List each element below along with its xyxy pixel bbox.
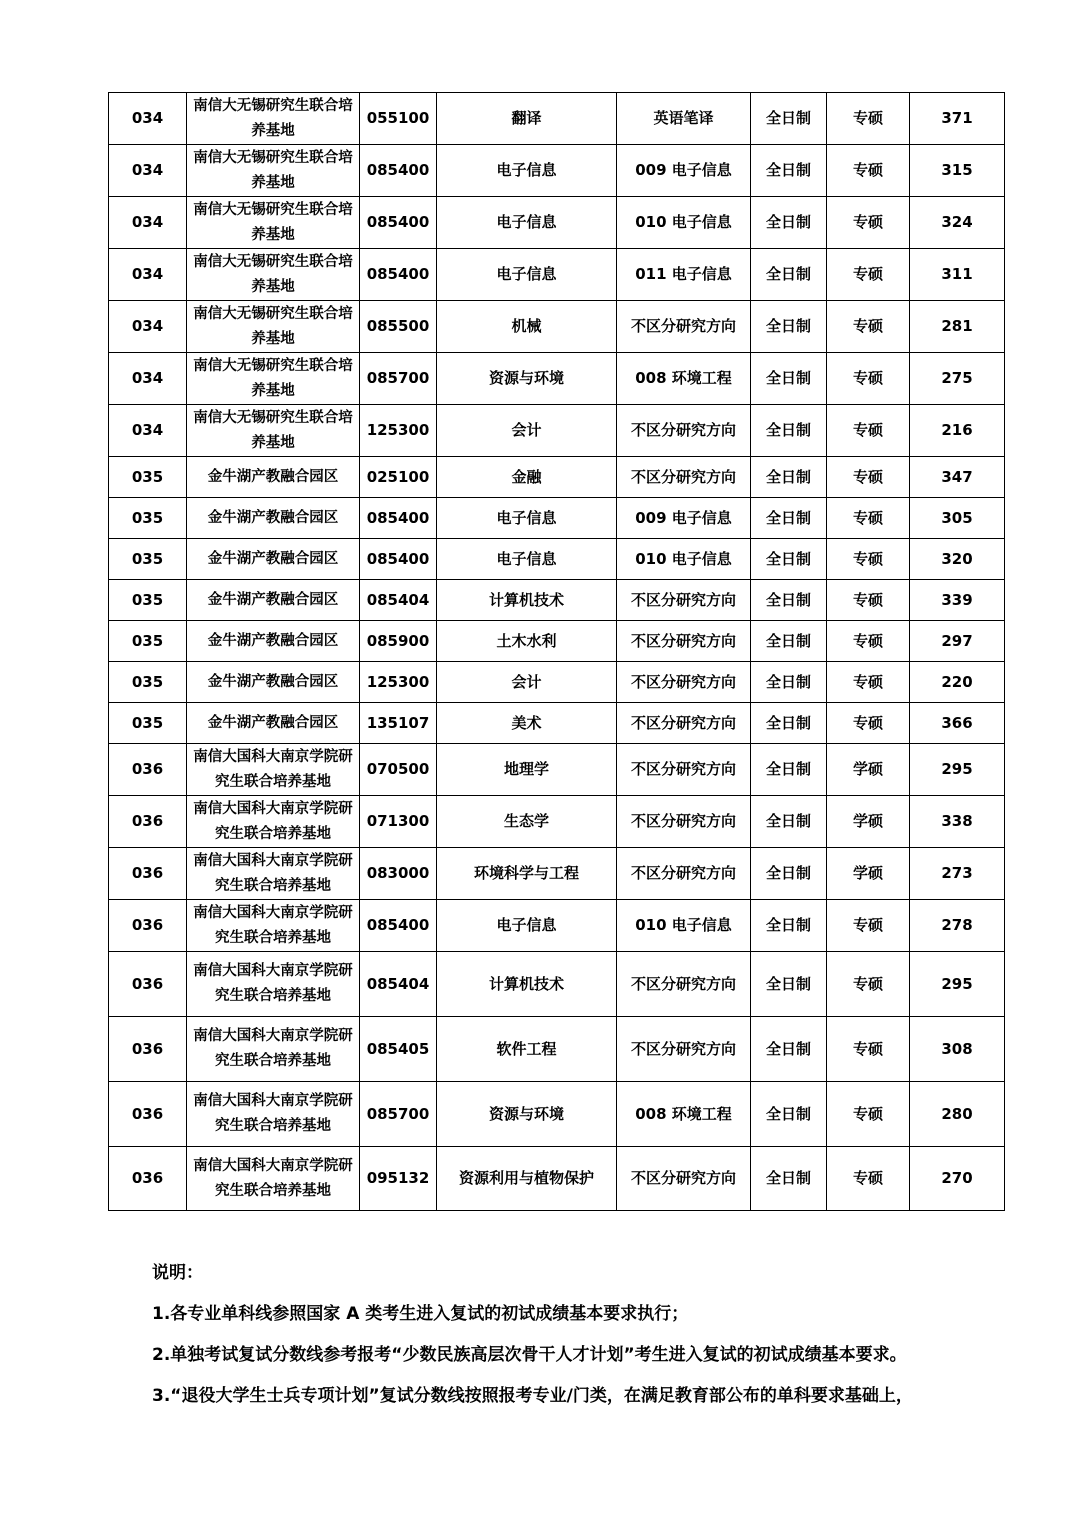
cell-code: 036 xyxy=(109,1017,187,1082)
cell-code: 036 xyxy=(109,900,187,952)
table-row xyxy=(109,662,1005,703)
cell-score: 347 xyxy=(910,457,1005,498)
cell-score: 297 xyxy=(910,621,1005,662)
cell-degree: 专硕 xyxy=(827,1147,910,1211)
cell-major-code: 085400 xyxy=(360,249,437,301)
table-row xyxy=(109,621,1005,662)
cell-score: 371 xyxy=(910,93,1005,145)
cell-direction: 008 环境工程 xyxy=(617,1082,751,1147)
cell-unit: 南信大无锡研究生联合培养基地 xyxy=(187,93,360,145)
cell-major-code: 085400 xyxy=(360,197,437,249)
cell-code: 034 xyxy=(109,353,187,405)
cell-degree: 专硕 xyxy=(827,621,910,662)
cell-degree: 专硕 xyxy=(827,1017,910,1082)
cell-unit: 金牛湖产教融合园区 xyxy=(187,457,360,498)
cell-study-mode: 全日制 xyxy=(751,662,827,703)
cell-major: 环境科学与工程 xyxy=(437,848,617,900)
table-row xyxy=(109,952,1005,1017)
cell-major-code: 085400 xyxy=(360,498,437,539)
table-row xyxy=(109,1147,1005,1211)
cell-degree: 专硕 xyxy=(827,301,910,353)
cell-degree: 专硕 xyxy=(827,662,910,703)
cell-code: 034 xyxy=(109,93,187,145)
cell-unit: 南信大国科大南京学院研究生联合培养基地 xyxy=(187,952,360,1017)
cell-unit: 南信大国科大南京学院研究生联合培养基地 xyxy=(187,1082,360,1147)
cell-study-mode: 全日制 xyxy=(751,580,827,621)
cell-degree: 专硕 xyxy=(827,703,910,744)
cell-major: 机械 xyxy=(437,301,617,353)
table-row xyxy=(109,848,1005,900)
cell-score: 220 xyxy=(910,662,1005,703)
cell-score: 305 xyxy=(910,498,1005,539)
cell-major-code: 085700 xyxy=(360,1082,437,1147)
cell-degree: 学硕 xyxy=(827,744,910,796)
cell-degree: 专硕 xyxy=(827,952,910,1017)
table-body xyxy=(109,93,1005,1211)
cell-study-mode: 全日制 xyxy=(751,900,827,952)
cell-major: 会计 xyxy=(437,662,617,703)
cell-degree: 专硕 xyxy=(827,1082,910,1147)
table-row xyxy=(109,457,1005,498)
cell-score: 308 xyxy=(910,1017,1005,1082)
cell-degree: 专硕 xyxy=(827,249,910,301)
cell-unit: 南信大无锡研究生联合培养基地 xyxy=(187,405,360,457)
cell-degree: 专硕 xyxy=(827,580,910,621)
cell-degree: 专硕 xyxy=(827,93,910,145)
cell-study-mode: 全日制 xyxy=(751,93,827,145)
cell-major-code: 085900 xyxy=(360,621,437,662)
cell-code: 036 xyxy=(109,848,187,900)
cell-degree: 专硕 xyxy=(827,405,910,457)
cell-score: 281 xyxy=(910,301,1005,353)
cell-unit: 南信大无锡研究生联合培养基地 xyxy=(187,197,360,249)
table-row xyxy=(109,249,1005,301)
cell-major: 电子信息 xyxy=(437,498,617,539)
cell-unit: 南信大无锡研究生联合培养基地 xyxy=(187,353,360,405)
cell-major: 翻译 xyxy=(437,93,617,145)
cell-score: 270 xyxy=(910,1147,1005,1211)
note-item-3: 3.“退役大学生士兵专项计划”复试分数线按照报考专业/门类，在满足教育部公布的单科要求基础上， xyxy=(152,1386,913,1406)
cell-code: 035 xyxy=(109,580,187,621)
cell-score: 315 xyxy=(910,145,1005,197)
cell-direction: 不区分研究方向 xyxy=(617,1147,751,1211)
table-row xyxy=(109,703,1005,744)
cell-unit: 南信大国科大南京学院研究生联合培养基地 xyxy=(187,848,360,900)
cell-score: 273 xyxy=(910,848,1005,900)
cell-code: 034 xyxy=(109,249,187,301)
note-item-1: 1.各专业单科线参照国家 A 类考生进入复试的初试成绩基本要求执行； xyxy=(152,1304,689,1324)
cell-direction: 不区分研究方向 xyxy=(617,744,751,796)
cell-major-code: 095132 xyxy=(360,1147,437,1211)
cell-direction: 英语笔译 xyxy=(617,93,751,145)
cell-code: 035 xyxy=(109,621,187,662)
cell-major-code: 135107 xyxy=(360,703,437,744)
cell-unit: 金牛湖产教融合园区 xyxy=(187,498,360,539)
cell-study-mode: 全日制 xyxy=(751,703,827,744)
notes-section xyxy=(152,1258,992,1422)
cell-direction: 010 电子信息 xyxy=(617,539,751,580)
cell-score: 278 xyxy=(910,900,1005,952)
cell-direction: 008 环境工程 xyxy=(617,353,751,405)
cell-unit: 南信大无锡研究生联合培养基地 xyxy=(187,249,360,301)
cell-study-mode: 全日制 xyxy=(751,539,827,580)
cell-score: 324 xyxy=(910,197,1005,249)
cell-degree: 学硕 xyxy=(827,796,910,848)
table-row xyxy=(109,1017,1005,1082)
cell-code: 035 xyxy=(109,498,187,539)
cell-study-mode: 全日制 xyxy=(751,1082,827,1147)
cell-unit: 金牛湖产教融合园区 xyxy=(187,621,360,662)
cell-code: 036 xyxy=(109,796,187,848)
cell-study-mode: 全日制 xyxy=(751,1147,827,1211)
cell-study-mode: 全日制 xyxy=(751,457,827,498)
cell-study-mode: 全日制 xyxy=(751,498,827,539)
cell-unit: 金牛湖产教融合园区 xyxy=(187,539,360,580)
cell-unit: 金牛湖产教融合园区 xyxy=(187,662,360,703)
cell-direction: 不区分研究方向 xyxy=(617,952,751,1017)
cell-unit: 南信大国科大南京学院研究生联合培养基地 xyxy=(187,900,360,952)
cell-major: 地理学 xyxy=(437,744,617,796)
table-row xyxy=(109,197,1005,249)
cell-direction: 011 电子信息 xyxy=(617,249,751,301)
table-row xyxy=(109,796,1005,848)
cell-direction: 不区分研究方向 xyxy=(617,703,751,744)
cell-unit: 南信大国科大南京学院研究生联合培养基地 xyxy=(187,1147,360,1211)
cell-study-mode: 全日制 xyxy=(751,1017,827,1082)
cell-study-mode: 全日制 xyxy=(751,796,827,848)
cell-degree: 专硕 xyxy=(827,539,910,580)
cell-code: 034 xyxy=(109,405,187,457)
cell-direction: 不区分研究方向 xyxy=(617,301,751,353)
cell-major-code: 085700 xyxy=(360,353,437,405)
cell-major-code: 125300 xyxy=(360,405,437,457)
score-table xyxy=(108,92,1005,1211)
cell-major: 金融 xyxy=(437,457,617,498)
cell-major: 计算机技术 xyxy=(437,952,617,1017)
cell-study-mode: 全日制 xyxy=(751,405,827,457)
cell-code: 036 xyxy=(109,1147,187,1211)
cell-score: 280 xyxy=(910,1082,1005,1147)
cell-major: 资源与环境 xyxy=(437,1082,617,1147)
table-row xyxy=(109,301,1005,353)
cell-score: 295 xyxy=(910,744,1005,796)
cell-major-code: 085400 xyxy=(360,539,437,580)
cell-unit: 金牛湖产教融合园区 xyxy=(187,580,360,621)
cell-direction: 不区分研究方向 xyxy=(617,848,751,900)
cell-major: 资源利用与植物保护 xyxy=(437,1147,617,1211)
cell-major-code: 070500 xyxy=(360,744,437,796)
cell-major-code: 085404 xyxy=(360,952,437,1017)
cell-code: 035 xyxy=(109,457,187,498)
cell-major: 电子信息 xyxy=(437,539,617,580)
cell-score: 366 xyxy=(910,703,1005,744)
cell-study-mode: 全日制 xyxy=(751,197,827,249)
cell-major: 资源与环境 xyxy=(437,353,617,405)
cell-study-mode: 全日制 xyxy=(751,145,827,197)
cell-major-code: 125300 xyxy=(360,662,437,703)
cell-score: 311 xyxy=(910,249,1005,301)
cell-direction: 不区分研究方向 xyxy=(617,796,751,848)
cell-direction: 010 电子信息 xyxy=(617,900,751,952)
cell-code: 034 xyxy=(109,145,187,197)
cell-major-code: 085500 xyxy=(360,301,437,353)
cell-score: 275 xyxy=(910,353,1005,405)
cell-code: 036 xyxy=(109,952,187,1017)
cell-degree: 专硕 xyxy=(827,353,910,405)
cell-code: 036 xyxy=(109,1082,187,1147)
cell-degree: 专硕 xyxy=(827,900,910,952)
cell-major-code: 085405 xyxy=(360,1017,437,1082)
cell-degree: 学硕 xyxy=(827,848,910,900)
cell-major: 电子信息 xyxy=(437,900,617,952)
cell-unit: 金牛湖产教融合园区 xyxy=(187,703,360,744)
cell-degree: 专硕 xyxy=(827,197,910,249)
cell-major: 会计 xyxy=(437,405,617,457)
cell-degree: 专硕 xyxy=(827,457,910,498)
cell-score: 339 xyxy=(910,580,1005,621)
cell-direction: 不区分研究方向 xyxy=(617,621,751,662)
table-row xyxy=(109,1082,1005,1147)
table-row xyxy=(109,744,1005,796)
cell-direction: 009 电子信息 xyxy=(617,145,751,197)
cell-major: 美术 xyxy=(437,703,617,744)
table-row xyxy=(109,580,1005,621)
cell-code: 035 xyxy=(109,539,187,580)
cell-major: 计算机技术 xyxy=(437,580,617,621)
cell-code: 035 xyxy=(109,662,187,703)
cell-code: 034 xyxy=(109,197,187,249)
cell-unit: 南信大国科大南京学院研究生联合培养基地 xyxy=(187,796,360,848)
cell-code: 034 xyxy=(109,301,187,353)
cell-major: 土木水利 xyxy=(437,621,617,662)
cell-direction: 不区分研究方向 xyxy=(617,405,751,457)
table-row xyxy=(109,353,1005,405)
cell-study-mode: 全日制 xyxy=(751,249,827,301)
cell-major-code: 055100 xyxy=(360,93,437,145)
cell-direction: 不区分研究方向 xyxy=(617,662,751,703)
cell-major-code: 085404 xyxy=(360,580,437,621)
cell-direction: 不区分研究方向 xyxy=(617,1017,751,1082)
cell-direction: 010 电子信息 xyxy=(617,197,751,249)
cell-degree: 专硕 xyxy=(827,498,910,539)
cell-unit: 南信大国科大南京学院研究生联合培养基地 xyxy=(187,1017,360,1082)
cell-score: 295 xyxy=(910,952,1005,1017)
table-row xyxy=(109,145,1005,197)
cell-study-mode: 全日制 xyxy=(751,952,827,1017)
cell-unit: 南信大无锡研究生联合培养基地 xyxy=(187,145,360,197)
cell-major: 电子信息 xyxy=(437,249,617,301)
cell-study-mode: 全日制 xyxy=(751,301,827,353)
cell-major: 电子信息 xyxy=(437,145,617,197)
cell-study-mode: 全日制 xyxy=(751,353,827,405)
cell-major-code: 025100 xyxy=(360,457,437,498)
cell-direction: 不区分研究方向 xyxy=(617,580,751,621)
cell-major-code: 085400 xyxy=(360,145,437,197)
cell-degree: 专硕 xyxy=(827,145,910,197)
cell-study-mode: 全日制 xyxy=(751,744,827,796)
cell-major-code: 071300 xyxy=(360,796,437,848)
note-item-2: 2.单独考试复试分数线参考报考“少数民族高层次骨干人才计划”考生进入复试的初试成绩基本要求。 xyxy=(152,1345,907,1365)
cell-study-mode: 全日制 xyxy=(751,621,827,662)
cell-major: 软件工程 xyxy=(437,1017,617,1082)
cell-major: 电子信息 xyxy=(437,197,617,249)
table-row xyxy=(109,539,1005,580)
cell-direction: 不区分研究方向 xyxy=(617,457,751,498)
table-row xyxy=(109,900,1005,952)
cell-major: 生态学 xyxy=(437,796,617,848)
cell-unit: 南信大国科大南京学院研究生联合培养基地 xyxy=(187,744,360,796)
cell-score: 320 xyxy=(910,539,1005,580)
cell-code: 036 xyxy=(109,744,187,796)
cell-major-code: 085400 xyxy=(360,900,437,952)
cell-direction: 009 电子信息 xyxy=(617,498,751,539)
cell-study-mode: 全日制 xyxy=(751,848,827,900)
cell-code: 035 xyxy=(109,703,187,744)
cell-score: 338 xyxy=(910,796,1005,848)
table-row xyxy=(109,93,1005,145)
notes-title: 说明： xyxy=(152,1263,203,1283)
cell-score: 216 xyxy=(910,405,1005,457)
table-row xyxy=(109,405,1005,457)
cell-major-code: 083000 xyxy=(360,848,437,900)
table-row xyxy=(109,498,1005,539)
cell-unit: 南信大无锡研究生联合培养基地 xyxy=(187,301,360,353)
